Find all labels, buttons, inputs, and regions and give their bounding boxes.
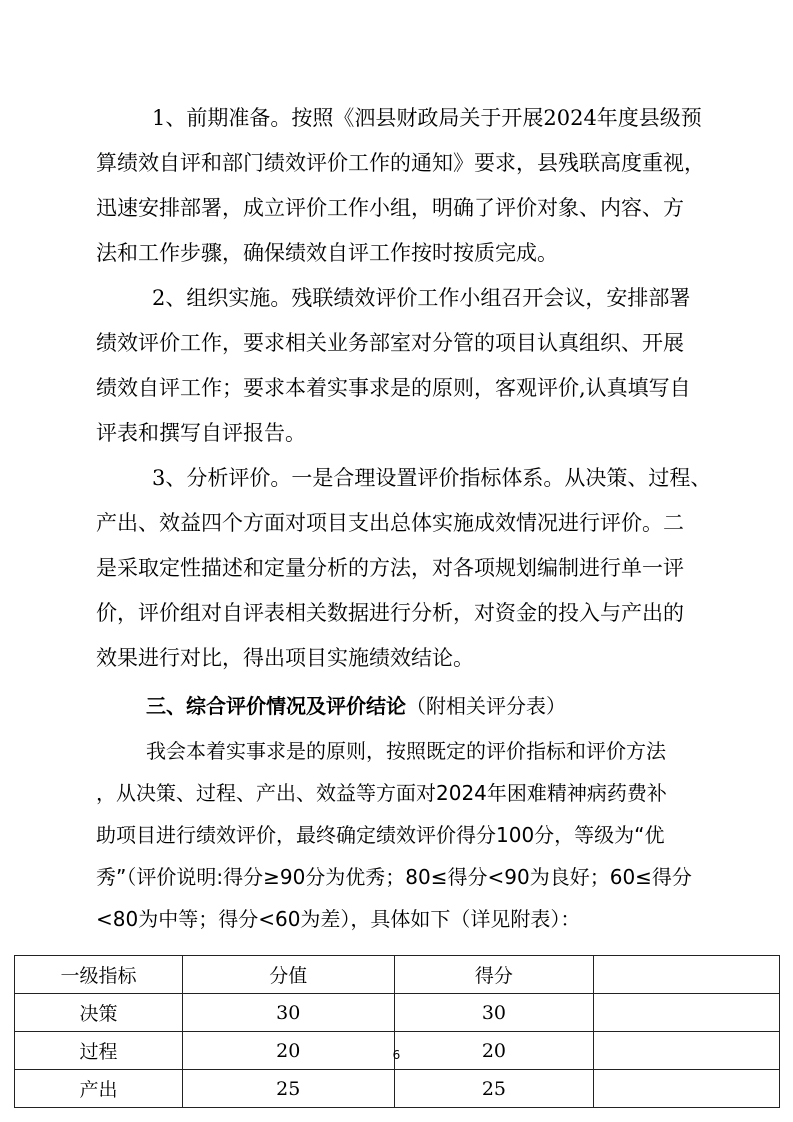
header-cell-indicator: 一级指标 [15,956,183,994]
section-heading-note: （附相关评分表） [406,694,566,718]
cell-score: 20 [394,1032,594,1070]
conclusion-line-5: <80为中等；得分<60为差），具体如下（详见附表）： [96,907,581,931]
paragraph-2-line-2: 绩效评价工作，要求相关业务部室对分管的项目认真组织、开展 [96,331,684,355]
cell-indicator: 产出 [15,1070,183,1108]
header-cell-full-score: 分值 [182,956,394,994]
section-heading [146,692,566,720]
paragraph-1-line-3: 迅速安排部署，成立评价工作小组，明确了评价对象、内容、方 [96,196,684,220]
paragraph-3-line-1: 3、分析评价。一是合理设置评价指标体系。从决策、过程、 [152,466,712,490]
paragraph-1-line-4: 法和工作步骤，确保绩效自评工作按时按质完成。 [96,241,558,265]
table-row [15,1070,780,1108]
paragraph-3-line-3: 是采取定性描述和定量分析的方法，对各项规划编制进行单一评 [96,556,684,580]
paragraph-2-line-4: 评表和撰写自评报告。 [96,421,306,445]
conclusion-line-3: 助项目进行绩效评价，最终确定绩效评价得分100分，等级为“优 [96,823,665,847]
cell-indicator: 决策 [15,994,183,1032]
cell-indicator: 过程 [15,1032,183,1070]
cell-full-score: 20 [182,1032,394,1070]
section-heading-text: 三、综合评价情况及评价结论 [146,694,406,718]
paragraph-3-line-5: 效果进行对比，得出项目实施绩效结论。 [96,646,474,670]
cell-blank [594,1070,780,1108]
conclusion-line-4: 秀”（评价说明:得分≥90分为优秀；80≤得分<90为良好；60≤得分 [96,865,692,889]
paragraph-3-line-4: 价，评价组对自评表相关数据进行分析，对资金的投入与产出的 [96,601,684,625]
conclusion-line-1: 我会本着实事求是的原则，按照既定的评价指标和评价方法 [146,739,666,763]
cell-score: 30 [394,994,594,1032]
conclusion-line-2: ，从决策、过程、产出、效益等方面对2024年困难精神病药费补 [96,781,667,805]
cell-blank [594,994,780,1032]
header-cell-blank [594,956,780,994]
page-number: 6 [392,1048,401,1062]
paragraph-1-line-1: 1、前期准备。按照《泗县财政局关于开展2024年度县级预 [152,106,702,130]
header-cell-score: 得分 [394,956,594,994]
paragraph-2-line-3: 绩效自评工作；要求本着实事求是的原则，客观评价,认真填写自 [96,376,691,400]
paragraph-3-line-2: 产出、效益四个方面对项目支出总体实施成效情况进行评价。二 [96,511,684,535]
table-row [15,994,780,1032]
table-header-row [15,956,780,994]
cell-score: 25 [394,1070,594,1108]
cell-full-score: 25 [182,1070,394,1108]
score-table [14,955,780,1108]
paragraph-1-line-2: 算绩效自评和部门绩效评价工作的通知》要求，县残联高度重视， [96,151,705,175]
cell-full-score: 30 [182,994,394,1032]
paragraph-2-line-1: 2、组织实施。残联绩效评价工作小组召开会议，安排部署 [152,286,691,310]
